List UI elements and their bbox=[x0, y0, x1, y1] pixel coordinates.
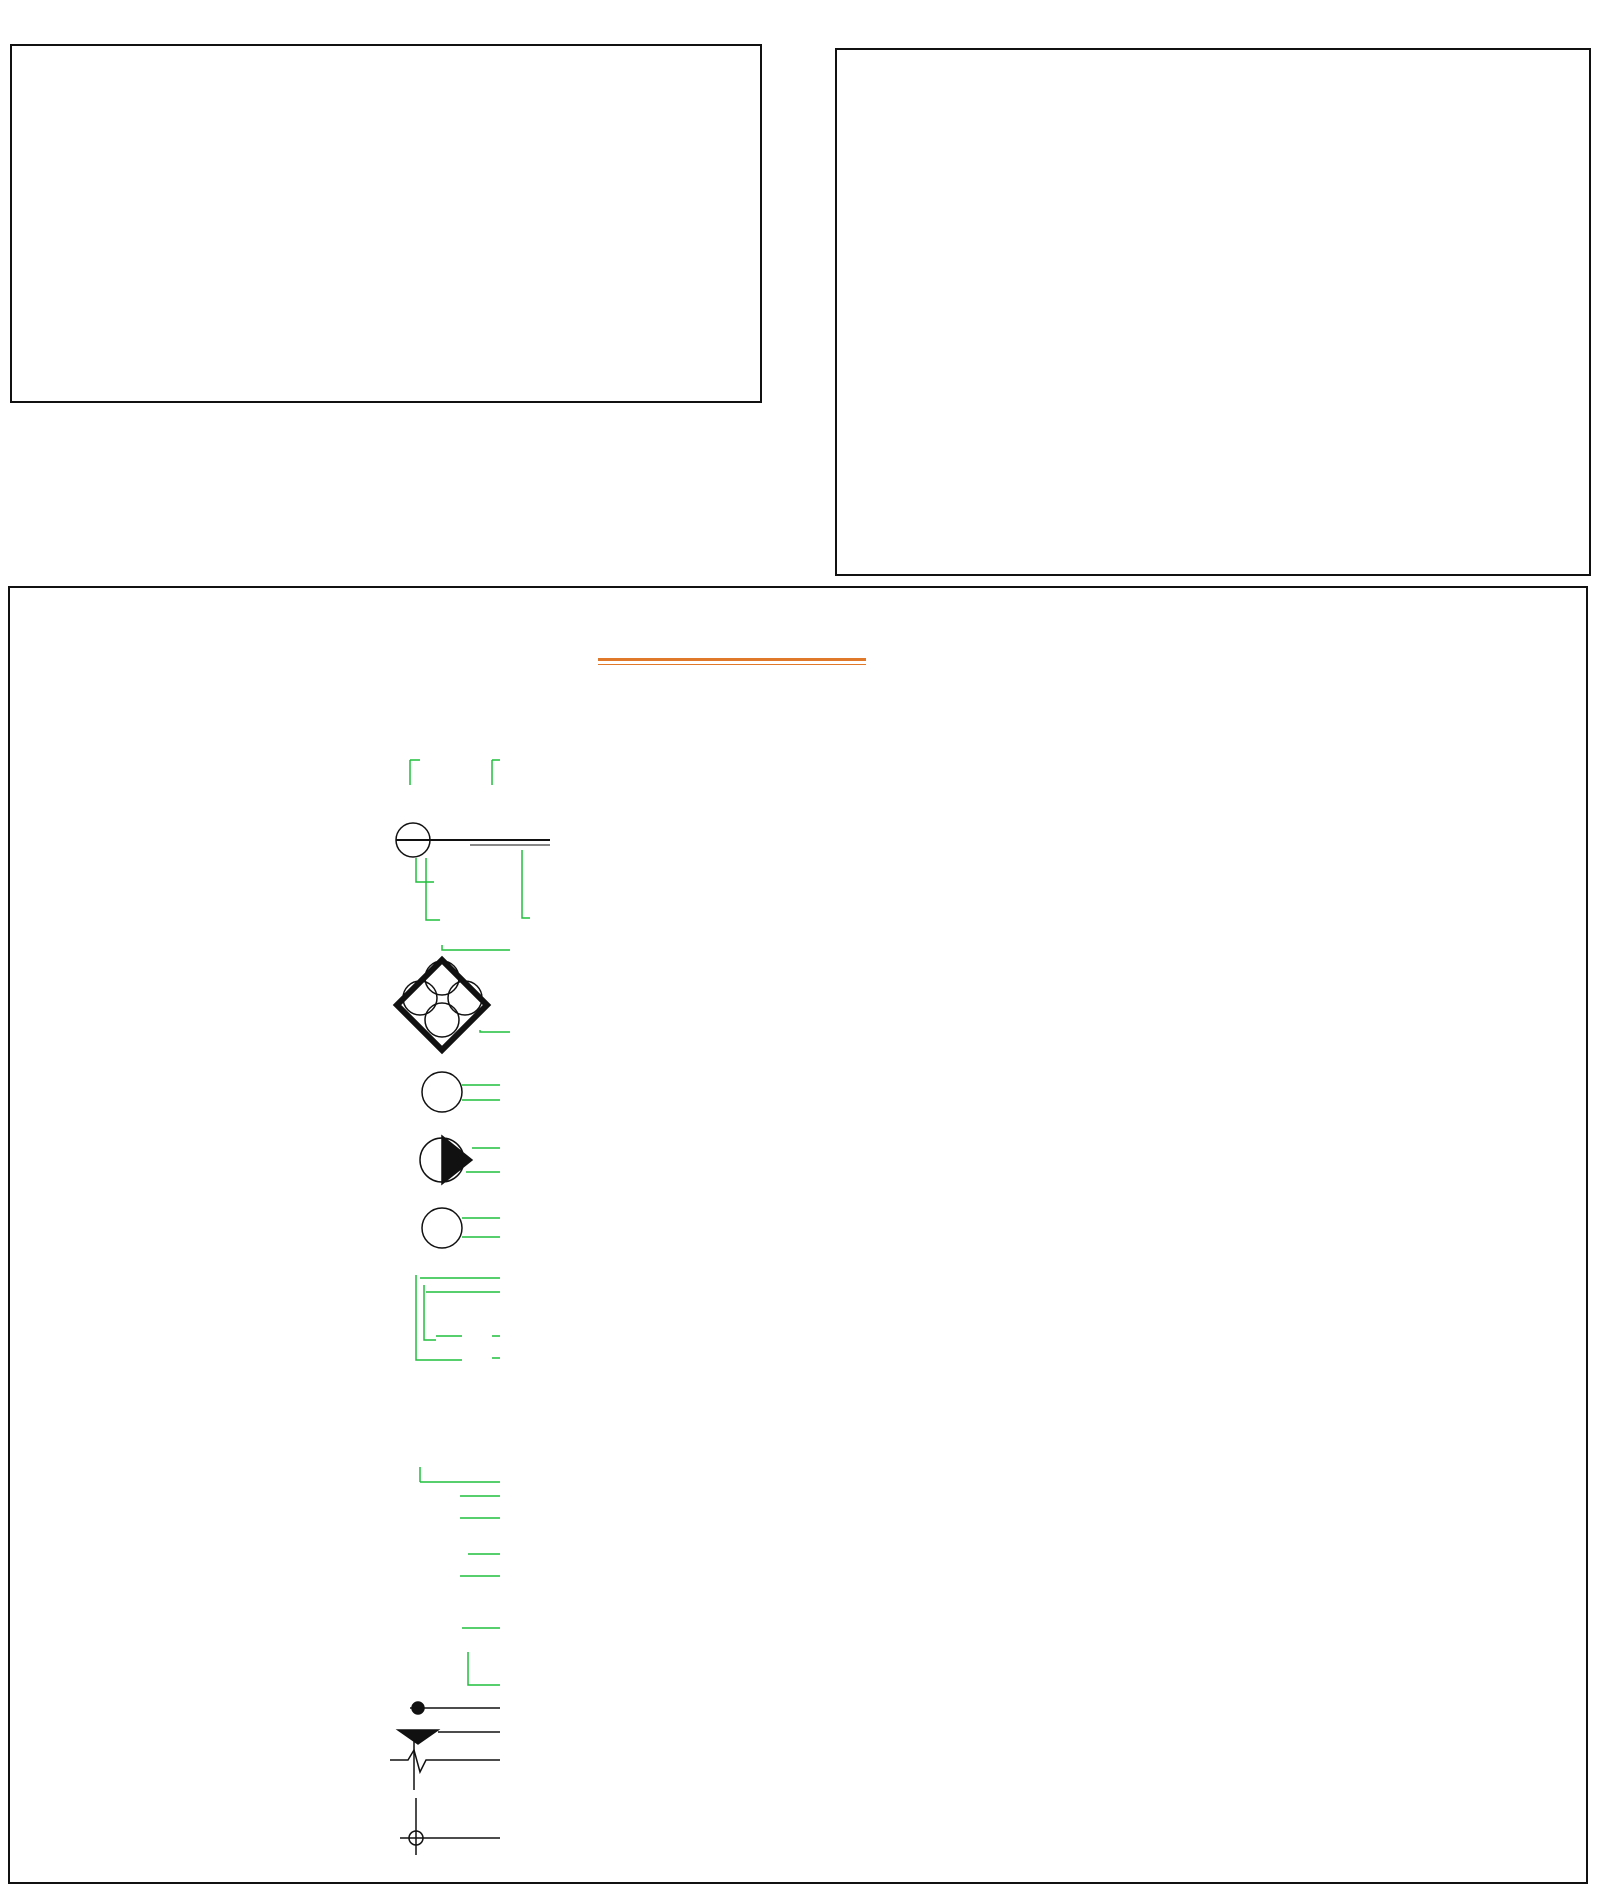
legend-diagram bbox=[380, 740, 680, 1900]
main-title-underline-2 bbox=[598, 664, 866, 665]
main-title-underline bbox=[598, 658, 866, 661]
panel2-frame bbox=[835, 48, 1591, 576]
main-frame bbox=[8, 586, 1588, 1884]
panel1-frame bbox=[10, 44, 762, 403]
